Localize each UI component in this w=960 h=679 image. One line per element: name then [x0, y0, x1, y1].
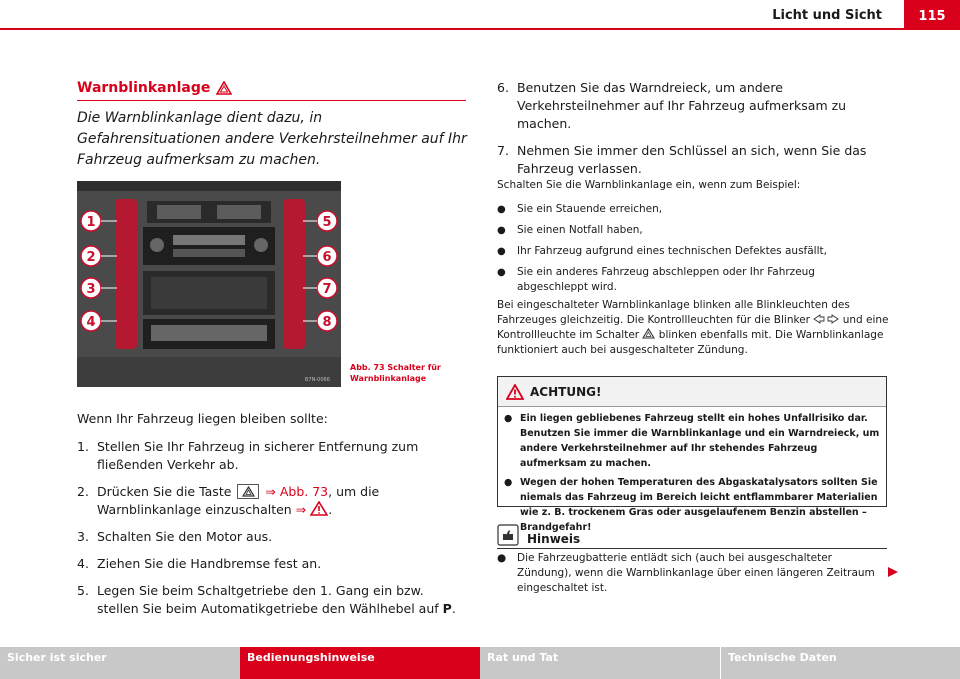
list-item: ● Wegen der hohen Temperaturen des Abgaskatalysators sollten Sie niemals das Fahrzeug im Bereich leicht entflammbarer Materialien wie z. B. trockenem Gras oder ausgelaufenem Benzin abstellen – Brandgefahr! [504, 477, 878, 533]
figure-code: B7N-0066 [305, 377, 330, 383]
list-item: ● Sie ein Stauende erreichen, [497, 203, 663, 215]
header-rule [0, 28, 960, 30]
callout-5: 5 [322, 215, 332, 230]
page-number: 115 [904, 0, 960, 30]
callout-4: 4 [86, 315, 96, 330]
warning-triangle-icon [506, 384, 524, 400]
note-header [497, 524, 580, 546]
center-console-illustration [77, 181, 341, 387]
warning-reference-link[interactable]: ⇒ [295, 502, 307, 517]
list-item: 3. Schalten Sie den Motor aus. [77, 529, 273, 544]
figure-reference-link[interactable]: ⇒ Abb. 73 [265, 484, 329, 499]
callout-6: 6 [322, 250, 332, 265]
list-item: 5. Legen Sie beim Schaltgetriebe den 1. Gang ein bzw. stellen Sie beim Automatikgetriebe den Wählhebel auf P. [77, 583, 456, 616]
list-item: ● Sie ein anderes Fahrzeug abschleppen oder Ihr Fahrzeug abgeschleppt wird. [497, 266, 815, 293]
list-item: 7. Nehmen Sie immer den Schlüssel an sich, wenn Sie das Fahrzeug verlassen. [497, 143, 867, 176]
footer-tabs [0, 647, 960, 679]
hazard-key-icon [237, 484, 259, 499]
callout-7: 7 [322, 282, 332, 297]
tab-bedienungshinweise[interactable]: Bedienungshinweise [240, 647, 480, 679]
turn-signal-arrows-icon [813, 314, 839, 324]
tab-sicher-ist-sicher[interactable]: Sicher ist sicher [0, 647, 240, 679]
section-rule [77, 100, 466, 101]
list-item: ● Ein liegen gebliebenes Fahrzeug stellt ein hohes Unfallrisiko dar. Benutzen Sie immer die Warnblinkanlage und ein Warndreieck, um andere Verkehrsteilnehmer auf Ihr stehendes Fahrzeug aufmerksam zu machen. [504, 413, 880, 469]
figure-caption [350, 362, 441, 384]
warning-header [498, 377, 886, 407]
examples-list [497, 202, 889, 301]
list-item: 6. Benutzen Sie das Warndreieck, um andere Verkehrsteilnehmer auf Ihr Fahrzeug aufmerksam zu machen. [497, 80, 847, 131]
figure-caption-line2: Warnblinkanlage [350, 374, 427, 383]
dashboard-figure [77, 181, 341, 387]
section-intro: Die Warnblinkanlage dient dazu, in Gefahrensituationen andere Verkehrsteilnehmer auf Ihr Fahrzeug aufmerksam zu machen. [77, 110, 467, 168]
list-item: 2. Drücken Sie die Taste ⇒ Abb. 73, um die Warnblinkanlage einzuschalten ⇒ . [77, 484, 380, 517]
section-title-text: Warnblinkanlage [77, 80, 211, 96]
warning-label: ACHTUNG! [530, 384, 602, 399]
info-note-icon [497, 524, 519, 546]
tab-technische-daten[interactable]: Technische Daten [720, 647, 960, 679]
tab-rat-und-tat[interactable]: Rat und Tat [480, 647, 720, 679]
examples-lead: Schalten Sie die Warnblinkanlage ein, wenn zum Beispiel: [497, 179, 801, 191]
warning-triangle-icon [216, 81, 232, 95]
callout-2: 2 [86, 250, 96, 265]
flasher-paragraph: Bei eingeschalteter Warnblinkanlage blinken alle Blinkleuchten des Fahrzeuges gleichzeitig. Die Kontrollleuchten für die Blinker und eine Kontrollleuchte im Schalter blinken ebenfalls mit. Die Warnblinkanlage funktioniert auch bei ausgeschalteter Zündung. [497, 299, 889, 356]
list-item: ● Sie einen Notfall haben, [497, 224, 643, 236]
callout-8: 8 [322, 315, 332, 330]
figure-caption-line1: Abb. 73 Schalter für [350, 363, 441, 372]
steps-list-right [497, 79, 889, 187]
hazard-switch-icon [642, 328, 655, 339]
steps-list-left [77, 438, 469, 627]
steps-lead: Wenn Ihr Fahrzeug liegen bleiben sollte: [77, 411, 328, 426]
warning-triangle-icon [310, 501, 328, 516]
next-page-arrow-icon[interactable] [887, 566, 899, 578]
note-body: ● Die Fahrzeugbatterie entlädt sich (auch bei ausgeschalteter Zündung), wenn die Warnblinkanlage über einen längeren Zeitraum eingeschaltet ist. [497, 552, 875, 594]
note-rule [497, 548, 887, 549]
list-item: 4. Ziehen Sie die Handbremse fest an. [77, 556, 322, 571]
note-label: Hinweis [527, 532, 581, 546]
section-title [77, 80, 232, 96]
running-header-title: Licht und Sicht [772, 8, 882, 23]
warning-box [497, 376, 887, 533]
warning-body [498, 407, 886, 535]
list-item: 1. Stellen Sie Ihr Fahrzeug in sicherer Entfernung zum fließenden Verkehr ab. [77, 439, 419, 472]
list-item: ● Ihr Fahrzeug aufgrund eines technischen Defektes ausfällt, [497, 245, 827, 257]
callout-1: 1 [86, 215, 96, 230]
callout-3: 3 [86, 282, 96, 297]
